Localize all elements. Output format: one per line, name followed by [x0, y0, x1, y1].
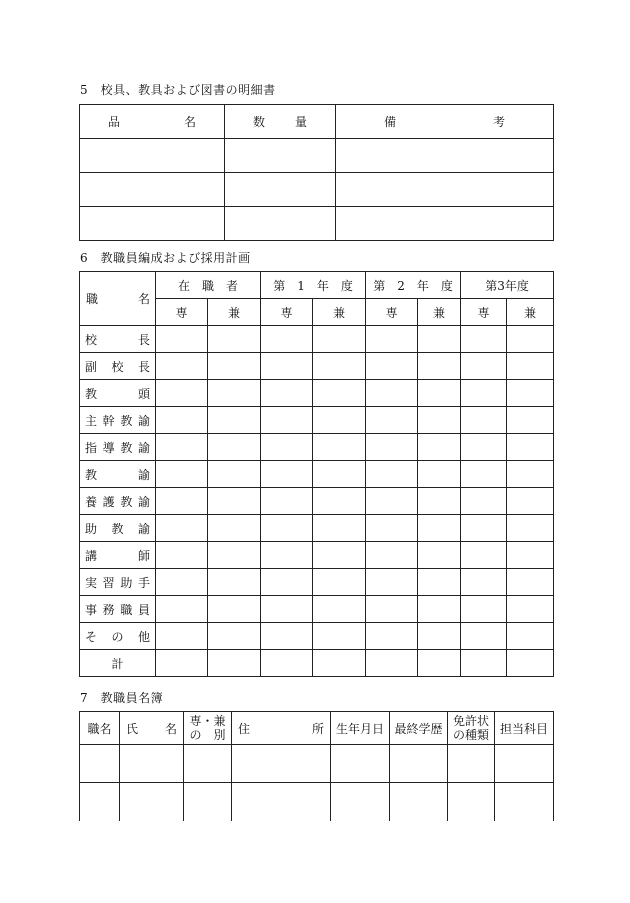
table-cell	[507, 434, 554, 461]
table-cell	[313, 353, 366, 380]
table-cell	[313, 623, 366, 650]
table-row	[80, 515, 554, 542]
table-cell	[313, 434, 366, 461]
group-year-1: 第 1 年 度	[261, 272, 366, 299]
table-cell	[461, 488, 507, 515]
header-subject: 担当科目	[495, 712, 554, 745]
table-cell	[313, 461, 366, 488]
table-cell	[184, 745, 232, 783]
header-license-line1: 免許状	[452, 714, 489, 728]
table-cell	[208, 434, 261, 461]
staff-roster-table	[79, 711, 554, 821]
table-cell	[495, 745, 554, 783]
table-cell	[418, 407, 461, 434]
position-label: 教頭	[80, 380, 156, 407]
header-address: 住所	[232, 712, 331, 745]
table-cell	[366, 515, 418, 542]
table-cell	[313, 596, 366, 623]
table-cell	[208, 353, 261, 380]
table-cell	[184, 783, 232, 821]
sub-parttime: 兼	[507, 299, 554, 326]
table-cell	[156, 488, 208, 515]
table-cell	[261, 353, 313, 380]
position-label: 主幹教諭	[80, 407, 156, 434]
table-cell	[366, 569, 418, 596]
table-cell	[507, 596, 554, 623]
table-cell	[208, 407, 261, 434]
table-cell	[225, 139, 336, 173]
table-cell	[366, 542, 418, 569]
table-cell	[156, 650, 208, 677]
header-position: 職名	[80, 712, 120, 745]
table-cell	[261, 623, 313, 650]
table-cell	[495, 783, 554, 821]
table-cell	[156, 407, 208, 434]
table-cell	[156, 434, 208, 461]
table-cell	[331, 783, 390, 821]
table-cell	[208, 542, 261, 569]
table-cell	[418, 380, 461, 407]
table-cell	[461, 650, 507, 677]
table-cell	[507, 515, 554, 542]
position-label: 指導教諭	[80, 434, 156, 461]
table-cell	[461, 380, 507, 407]
table-cell	[261, 407, 313, 434]
table-cell	[418, 569, 461, 596]
table-cell	[208, 515, 261, 542]
table-cell	[336, 173, 554, 207]
table-row	[80, 542, 554, 569]
table-cell	[390, 745, 448, 783]
table-cell	[418, 434, 461, 461]
position-label: 事務職員	[80, 596, 156, 623]
table-cell	[80, 173, 225, 207]
table-cell	[418, 623, 461, 650]
table-row	[80, 596, 554, 623]
table-cell	[448, 783, 495, 821]
table-cell	[261, 326, 313, 353]
table-cell	[366, 461, 418, 488]
position-label: その他	[80, 623, 156, 650]
table-cell	[507, 569, 554, 596]
table-row	[80, 380, 554, 407]
table-cell	[156, 596, 208, 623]
sub-parttime: 兼	[208, 299, 261, 326]
table-cell	[418, 650, 461, 677]
table-cell	[418, 488, 461, 515]
table-cell	[208, 596, 261, 623]
table-cell	[261, 461, 313, 488]
table-cell	[418, 542, 461, 569]
table-cell	[390, 783, 448, 821]
table-cell	[156, 326, 208, 353]
table-cell	[80, 783, 120, 821]
table-cell	[261, 542, 313, 569]
header-fulltime-parttime-line1: 専・兼	[189, 714, 226, 728]
table-cell	[156, 623, 208, 650]
header-remarks: 備 考	[336, 105, 554, 139]
header-fulltime-parttime-line2: の 別	[189, 728, 226, 742]
table-cell	[208, 461, 261, 488]
header-license-type	[448, 712, 495, 745]
table-cell	[507, 326, 554, 353]
table-cell	[156, 380, 208, 407]
table-cell	[80, 745, 120, 783]
table-cell	[366, 488, 418, 515]
group-year-2: 第 2 年 度	[366, 272, 461, 299]
section-7-title: 7 教職員名簿	[80, 691, 164, 705]
sub-fulltime: 専	[461, 299, 507, 326]
table-cell	[507, 407, 554, 434]
table-row	[80, 650, 554, 677]
table-cell	[507, 461, 554, 488]
table-cell	[225, 207, 336, 241]
header-name: 氏名	[120, 712, 184, 745]
table-row	[80, 488, 554, 515]
table-cell	[461, 326, 507, 353]
table-cell	[366, 596, 418, 623]
table-row	[80, 623, 554, 650]
table-cell	[418, 461, 461, 488]
section-6-title: 6 教職員編成および採用計画	[80, 251, 251, 265]
table-cell	[156, 461, 208, 488]
table-cell	[507, 650, 554, 677]
table-cell	[366, 380, 418, 407]
sub-parttime: 兼	[418, 299, 461, 326]
table-cell	[232, 783, 331, 821]
table-row	[80, 326, 554, 353]
position-label: 計	[80, 650, 156, 677]
table-cell	[156, 353, 208, 380]
header-fulltime-parttime	[184, 712, 232, 745]
sub-fulltime: 専	[366, 299, 418, 326]
row-header-position: 職 名	[80, 272, 156, 326]
table-cell	[208, 488, 261, 515]
table-cell	[208, 623, 261, 650]
position-label: 講師	[80, 542, 156, 569]
table-cell	[461, 434, 507, 461]
table-cell	[507, 623, 554, 650]
table-cell	[366, 353, 418, 380]
table-cell	[313, 542, 366, 569]
table-cell	[225, 173, 336, 207]
table-cell	[366, 623, 418, 650]
table-cell	[80, 207, 225, 241]
table-cell	[336, 207, 554, 241]
position-label: 養護教諭	[80, 488, 156, 515]
table-cell	[336, 139, 554, 173]
table-cell	[418, 353, 461, 380]
table-cell	[366, 650, 418, 677]
table-cell	[461, 542, 507, 569]
table-cell	[208, 569, 261, 596]
table-cell	[461, 569, 507, 596]
table-cell	[313, 407, 366, 434]
position-label: 校長	[80, 326, 156, 353]
table-cell	[313, 650, 366, 677]
table-cell	[261, 380, 313, 407]
table-cell	[261, 515, 313, 542]
table-cell	[261, 434, 313, 461]
position-label: 助教諭	[80, 515, 156, 542]
table-cell	[507, 353, 554, 380]
table-cell	[313, 515, 366, 542]
table-cell	[461, 623, 507, 650]
table-cell	[507, 488, 554, 515]
sub-parttime: 兼	[313, 299, 366, 326]
table-cell	[461, 353, 507, 380]
table-cell	[120, 783, 184, 821]
section-5-title: 5 校具、教具および図書の明細書	[80, 83, 276, 97]
table-row	[80, 461, 554, 488]
table-cell	[80, 139, 225, 173]
header-license-line2: の種類	[452, 728, 489, 742]
group-year-3: 第3年度	[461, 272, 554, 299]
table-cell	[366, 407, 418, 434]
table-cell	[313, 569, 366, 596]
table-cell	[156, 542, 208, 569]
table-cell	[313, 380, 366, 407]
table-cell	[366, 326, 418, 353]
header-item-name: 品 名	[80, 105, 225, 139]
table-cell	[507, 380, 554, 407]
position-label: 副校長	[80, 353, 156, 380]
table-cell	[261, 488, 313, 515]
table-cell	[366, 434, 418, 461]
table-cell	[261, 569, 313, 596]
table-cell	[208, 326, 261, 353]
staffing-plan-table	[79, 271, 554, 677]
sub-fulltime: 専	[156, 299, 208, 326]
table-row	[80, 407, 554, 434]
table-cell	[120, 745, 184, 783]
table-cell	[331, 745, 390, 783]
table-cell	[313, 488, 366, 515]
table-cell	[232, 745, 331, 783]
table-cell	[261, 650, 313, 677]
table-cell	[507, 542, 554, 569]
table-cell	[418, 596, 461, 623]
header-birthdate: 生年月日	[331, 712, 390, 745]
table-row	[80, 569, 554, 596]
position-label: 教諭	[80, 461, 156, 488]
table-cell	[461, 515, 507, 542]
table-cell	[418, 326, 461, 353]
equipment-table	[79, 104, 554, 241]
position-label: 実習助手	[80, 569, 156, 596]
table-row	[80, 353, 554, 380]
sub-fulltime: 専	[261, 299, 313, 326]
table-row	[80, 434, 554, 461]
header-quantity: 数 量	[225, 105, 336, 139]
table-cell	[418, 515, 461, 542]
table-cell	[313, 326, 366, 353]
table-cell	[261, 596, 313, 623]
table-cell	[208, 380, 261, 407]
table-cell	[461, 407, 507, 434]
group-current-staff: 在 職 者	[156, 272, 261, 299]
table-cell	[156, 515, 208, 542]
table-cell	[448, 745, 495, 783]
table-cell	[156, 569, 208, 596]
table-cell	[461, 596, 507, 623]
header-education: 最終学歴	[390, 712, 448, 745]
table-cell	[461, 461, 507, 488]
table-cell	[208, 650, 261, 677]
